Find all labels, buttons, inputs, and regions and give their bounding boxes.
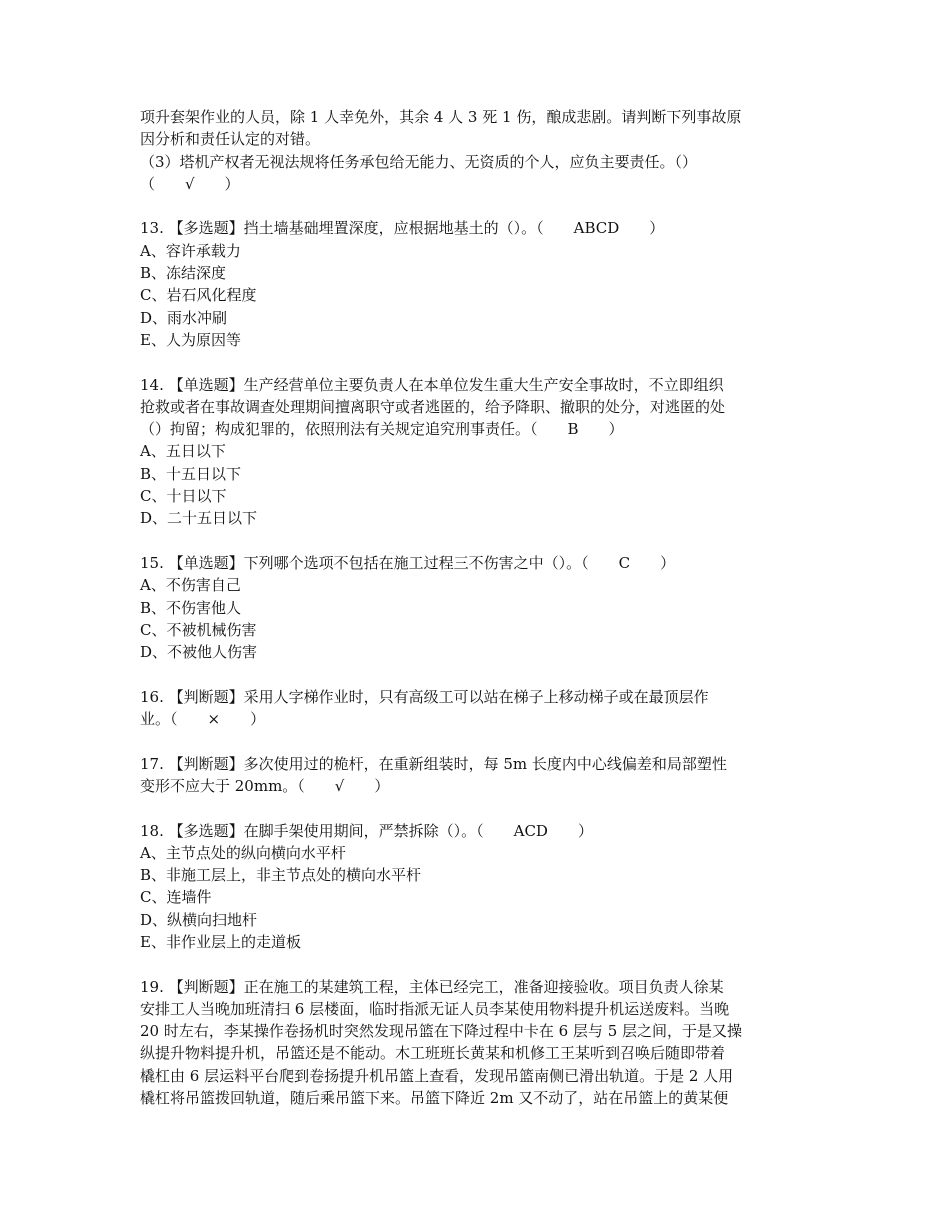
question-text: 18. 【多选题】在脚手架使用期间，严禁拆除（）。（ ACD ） xyxy=(140,821,593,840)
intro-block xyxy=(140,106,820,195)
intro-line-1: 项升套架作业的人员，除 1 人幸免外，其余 4 人 3 死 1 伤，酿成悲剧。请判断下列事故原 xyxy=(140,108,742,126)
question-15 xyxy=(140,552,820,663)
question-text: 14. 【单选题】生产经营单位主要负责人在本单位发生重大生产安全事故时，不立即组织 xyxy=(140,375,724,394)
option-c: C、不被机械伤害 xyxy=(140,620,257,639)
spacer xyxy=(140,663,820,685)
option-b: B、十五日以下 xyxy=(140,464,242,483)
option-b: B、冻结深度 xyxy=(140,264,227,283)
intro-answer: （ √ ） xyxy=(140,174,240,193)
intro-line-3: （3）塔机产权者无视法规将任务承包给无能力、无资质的个人，应负主要责任。（） xyxy=(140,152,698,171)
option-b: B、非施工层上，非主节点处的横向水平杆 xyxy=(140,866,422,885)
spacer xyxy=(140,530,820,552)
spacer xyxy=(140,195,820,217)
question-text: 抢救或者在事故调查处理期间擅离职守或者逃匿的，给予降职、撤职的处分，对逃匿的处 xyxy=(140,397,726,416)
option-d: D、不被他人伤害 xyxy=(140,643,258,662)
option-d: D、二十五日以下 xyxy=(140,509,258,528)
question-14 xyxy=(140,374,820,530)
option-a: A、五日以下 xyxy=(140,442,226,461)
spacer xyxy=(140,797,820,819)
option-a: A、不伤害自己 xyxy=(140,576,241,595)
question-19 xyxy=(140,976,820,1110)
question-text: 纵提升物料提升机，吊篮还是不能动。木工班班长黄某和机修工王某听到召唤后随即带着 xyxy=(140,1044,726,1063)
question-16 xyxy=(140,686,820,731)
question-text: 橇杠将吊篮拨回轨道，随后乘吊篮下来。吊篮下降近 2m 又不动了，站在吊篮上的黄某便 xyxy=(140,1089,729,1108)
question-text: 19. 【判断题】正在施工的某建筑工程，主体已经完工，准备迎接验收。项目负责人徐某 xyxy=(140,977,724,996)
question-17 xyxy=(140,753,820,798)
spacer xyxy=(140,351,820,373)
option-c: C、十日以下 xyxy=(140,487,227,506)
option-d: D、雨水冲刷 xyxy=(140,308,228,327)
option-b: B、不伤害他人 xyxy=(140,598,242,617)
question-text: 13. 【多选题】挡土墙基础埋置深度，应根据地基土的（）。（ ABCD ） xyxy=(140,219,665,238)
spacer xyxy=(140,730,820,752)
question-text: 橇杠由 6 层运料平台爬到卷扬提升机吊篮上查看，发现吊篮南侧已滑出轨道。于是 2 人用 xyxy=(140,1066,734,1085)
question-text: 16. 【判断题】采用人字梯作业时，只有高级工可以站在梯子上移动梯子或在最顶层作 xyxy=(140,687,709,706)
option-c: C、连墙件 xyxy=(140,888,212,907)
option-d: D、纵横向扫地杆 xyxy=(140,910,258,929)
option-a: A、容许承载力 xyxy=(140,241,241,260)
spacer xyxy=(140,953,820,975)
document-page xyxy=(140,106,820,1109)
question-text: 变形不应大于 20mm。（ √ ） xyxy=(140,776,390,795)
intro-line-2: 因分析和责任认定的对错。 xyxy=(140,130,321,149)
option-e: E、人为原因等 xyxy=(140,330,241,349)
option-a: A、主节点处的纵向横向水平杆 xyxy=(140,843,346,862)
question-text: 17. 【判断题】多次使用过的桅杆，在重新组装时，每 5m 长度内中心线偏差和局部塑性 xyxy=(140,754,727,773)
question-text: 业。（ × ） xyxy=(140,710,266,729)
question-13 xyxy=(140,217,820,351)
question-text: 20 时左右，李某操作卷扬机时突然发现吊篮在下降过程中卡在 6 层与 5 层之间，于是又操 xyxy=(140,1022,743,1041)
question-text: （）拘留；构成犯罪的，依照刑法有关规定追究刑事责任。（ B ） xyxy=(140,420,624,439)
question-text: 15. 【单选题】下列哪个选项不包括在施工过程三不伤害之中（）。（ C ） xyxy=(140,553,676,572)
question-18 xyxy=(140,820,820,954)
option-e: E、非作业层上的走道板 xyxy=(140,932,301,951)
option-c: C、岩石风化程度 xyxy=(140,286,257,305)
question-text: 安排工人当晚加班清扫 6 层楼面，临时指派无证人员李某使用物料提升机运送废料。当晚 xyxy=(140,999,730,1018)
